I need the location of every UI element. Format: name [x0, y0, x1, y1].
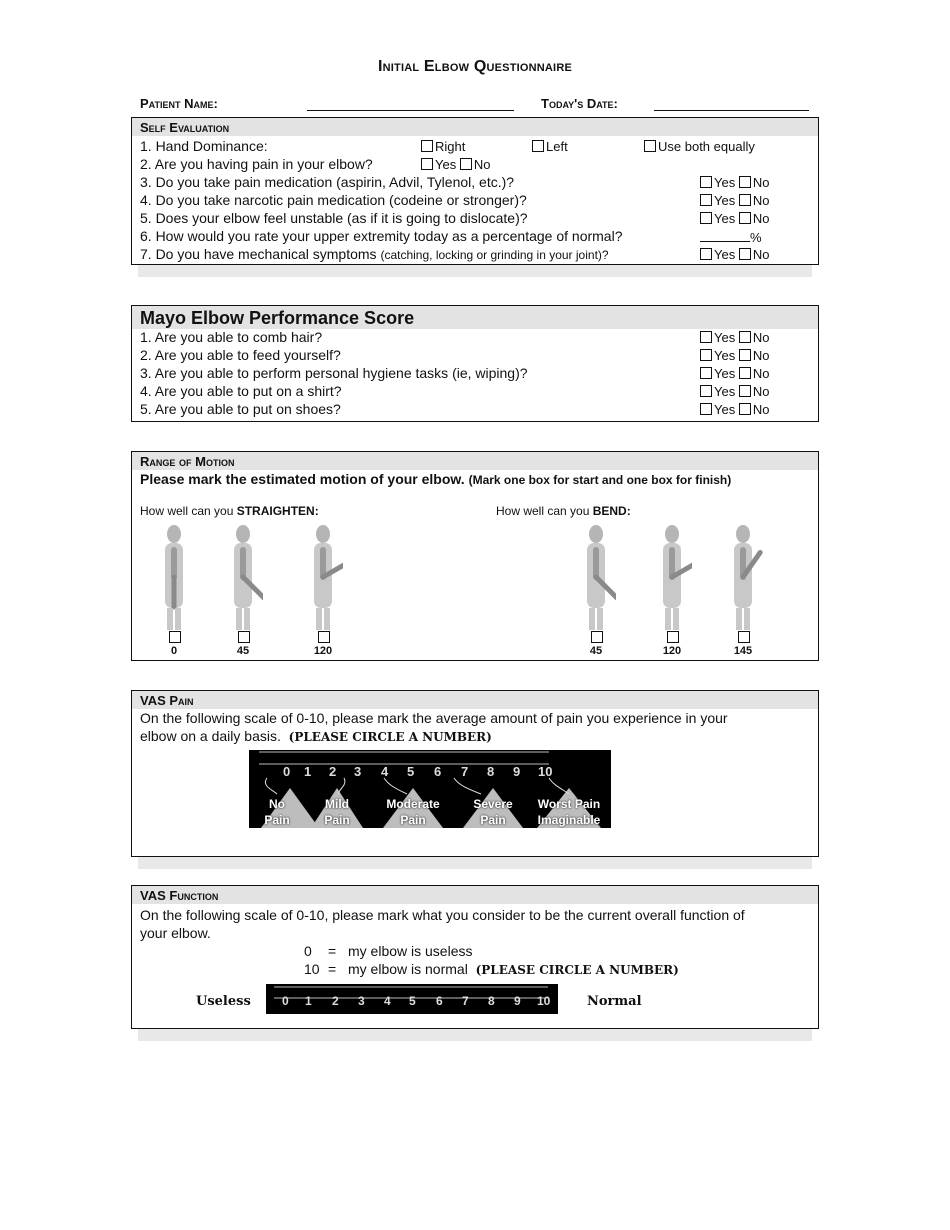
function-scale-number[interactable]: 7	[462, 994, 469, 1008]
pain-scale-number[interactable]: 3	[354, 764, 362, 779]
rom-degree-label: 0	[170, 645, 178, 657]
curve	[265, 778, 277, 794]
pain-scale-number[interactable]: 1	[304, 764, 312, 779]
patient-name-label: Patient Name:	[140, 96, 218, 111]
mayo-item-options[interactable]: Yes No	[700, 330, 769, 345]
checkbox[interactable]	[700, 403, 712, 415]
percent-blank[interactable]	[700, 229, 750, 242]
rom-instruction: Please mark the estimated motion of your elbow. (Mark one box for start and one box for finish)	[140, 471, 732, 487]
self-evaluation-section	[131, 117, 819, 265]
mayo-item-options[interactable]: Yes No	[700, 384, 769, 399]
function-scale-number[interactable]: 0	[282, 994, 289, 1008]
checkbox[interactable]	[700, 176, 712, 188]
pain-anchor-label: No Pain	[264, 797, 290, 827]
function-scale-number[interactable]: 8	[488, 994, 495, 1008]
pain-scale-number[interactable]: 9	[513, 764, 521, 779]
straighten-caption: How well can you STRAIGHTEN:	[140, 504, 319, 518]
pain-anchor-label: Moderate Pain	[386, 797, 440, 827]
useless-anchor: Useless	[196, 994, 251, 1009]
checkbox[interactable]	[739, 385, 751, 397]
function-scale-number[interactable]: 6	[436, 994, 443, 1008]
checkbox[interactable]	[700, 331, 712, 343]
section-shadow	[138, 1029, 812, 1041]
normal-anchor: Normal	[587, 994, 642, 1009]
checkbox[interactable]	[739, 349, 751, 361]
vas-pain-heading: VAS Pain	[132, 691, 818, 709]
function-scale-number[interactable]: 5	[409, 994, 416, 1008]
vas-pain-line2: elbow on a daily basis. (PLEASE CIRCLE A NUMBER)	[140, 728, 492, 744]
q5-text: 5. Does your elbow feel unstable (as if it is going to dislocate)?	[140, 210, 528, 226]
vas-pain-line1: On the following scale of 0-10, please mark the average amount of pain you experience in your	[140, 710, 728, 726]
pain-anchor-label: Mild Pain	[324, 797, 350, 827]
vas-pain-section	[131, 690, 819, 857]
function-scale-number[interactable]: 10	[537, 994, 551, 1008]
q2-options[interactable]: Yes No	[421, 157, 490, 172]
mayo-heading: Mayo Elbow Performance Score	[132, 306, 818, 329]
vas-function-heading: VAS Function	[132, 886, 818, 904]
pain-scale-number[interactable]: 10	[538, 764, 553, 779]
q3-options[interactable]: Yes No	[700, 175, 769, 190]
self-evaluation-heading: Self Evaluation	[132, 118, 818, 136]
checkbox[interactable]	[700, 349, 712, 361]
pain-anchor-label: Severe Pain	[473, 797, 513, 827]
pain-scale-number[interactable]: 0	[283, 764, 291, 779]
pain-scale-number[interactable]: 7	[461, 764, 469, 779]
mayo-item-text: 4. Are you able to put on a shirt?	[140, 383, 342, 399]
checkbox[interactable]	[739, 403, 751, 415]
q6-percent-field[interactable]: %	[700, 229, 762, 245]
section-shadow	[138, 265, 812, 277]
pain-scale-number[interactable]: 4	[381, 764, 389, 779]
bend-caption: How well can you BEND:	[496, 504, 631, 518]
rom-heading: Range of Motion	[132, 452, 818, 470]
rom-degree-label: 120	[313, 645, 333, 657]
checkbox[interactable]	[739, 212, 751, 224]
q1-both-option[interactable]: Use both equally	[644, 139, 755, 154]
checkbox[interactable]	[739, 331, 751, 343]
rom-checkbox[interactable]	[591, 631, 603, 643]
checkbox[interactable]	[739, 194, 751, 206]
vas-function-section	[131, 885, 819, 1029]
rom-checkbox[interactable]	[169, 631, 181, 643]
checkbox[interactable]	[421, 140, 433, 152]
checkbox[interactable]	[700, 212, 712, 224]
section-shadow	[138, 857, 812, 869]
vas-function-line1: On the following scale of 0-10, please mark what you consider to be the current overall function of	[140, 907, 745, 923]
checkbox[interactable]	[739, 248, 751, 260]
pain-scale-number[interactable]: 8	[487, 764, 495, 779]
arm-position-figure	[223, 522, 263, 632]
arm-position-figure	[652, 522, 692, 632]
checkbox[interactable]	[700, 194, 712, 206]
checkbox[interactable]	[700, 248, 712, 260]
pain-anchor-label: Worst Pain Imaginable	[537, 797, 601, 827]
mayo-item-options[interactable]: Yes No	[700, 348, 769, 363]
mayo-item-text: 5. Are you able to put on shoes?	[140, 401, 341, 417]
pain-scale-number[interactable]: 5	[407, 764, 415, 779]
checkbox[interactable]	[739, 367, 751, 379]
function-scale	[266, 984, 558, 1014]
q1-text: 1. Hand Dominance:	[140, 138, 268, 154]
def-ten: 10 = my elbow is normal (PLEASE CIRCLE A NUMBER)	[304, 961, 679, 977]
curve	[549, 778, 569, 794]
rom-checkbox[interactable]	[667, 631, 679, 643]
q4-options[interactable]: Yes No	[700, 193, 769, 208]
q6-text: 6. How would you rate your upper extremity today as a percentage of normal?	[140, 228, 623, 244]
mayo-item-options[interactable]: Yes No	[700, 366, 769, 381]
checkbox[interactable]	[700, 367, 712, 379]
checkbox[interactable]	[421, 158, 433, 170]
function-scale-number[interactable]: 3	[358, 994, 365, 1008]
mayo-item-text: 2. Are you able to feed yourself?	[140, 347, 341, 363]
curve	[454, 778, 481, 794]
rom-degree-label: 120	[662, 645, 682, 657]
pain-scale	[249, 750, 611, 828]
mayo-item-text: 1. Are you able to comb hair?	[140, 329, 323, 345]
q2-text: 2. Are you having pain in your elbow?	[140, 156, 373, 172]
q5-options[interactable]: Yes No	[700, 211, 769, 226]
checkbox[interactable]	[532, 140, 544, 152]
q7-options[interactable]: Yes No	[700, 247, 769, 262]
rom-checkbox[interactable]	[738, 631, 750, 643]
function-scale-number[interactable]: 9	[514, 994, 521, 1008]
mayo-section	[131, 305, 819, 422]
page-title: Initial Elbow Questionnaire	[377, 58, 572, 75]
checkbox[interactable]	[644, 140, 656, 152]
rom-degree-label: 45	[589, 645, 603, 657]
rom-checkbox[interactable]	[238, 631, 250, 643]
checkbox[interactable]	[700, 385, 712, 397]
checkbox[interactable]	[460, 158, 472, 170]
todays-date-label: Today's Date:	[541, 96, 618, 111]
pain-scale-number[interactable]: 2	[329, 764, 337, 779]
q7-line: 7. Do you have mechanical symptoms (catching, locking or grinding in your joint)?	[140, 246, 609, 262]
q1-right-option[interactable]: Right	[421, 139, 465, 154]
function-scale-number[interactable]: 2	[332, 994, 339, 1008]
function-scale-number[interactable]: 4	[384, 994, 391, 1008]
rom-degree-label: 145	[733, 645, 753, 657]
q3-text: 3. Do you take pain medication (aspirin, Advil, Tylenol, etc.)?	[140, 174, 515, 190]
curve	[339, 778, 345, 794]
checkbox[interactable]	[739, 176, 751, 188]
arm-position-figure	[154, 522, 194, 632]
vas-function-line2: your elbow.	[140, 925, 211, 941]
mayo-item-options[interactable]: Yes No	[700, 402, 769, 417]
arm-position-figure	[576, 522, 616, 632]
patient-name-field[interactable]	[307, 98, 514, 111]
q4-text: 4. Do you take narcotic pain medication (codeine or stronger)?	[140, 192, 527, 208]
mayo-item-text: 3. Are you able to perform personal hygiene tasks (ie, wiping)?	[140, 365, 528, 381]
q1-left-option[interactable]: Left	[532, 139, 568, 154]
def-zero: 0 = my elbow is useless	[304, 943, 473, 959]
pain-scale-number[interactable]: 6	[434, 764, 442, 779]
rom-degree-label: 45	[236, 645, 250, 657]
curve	[384, 778, 407, 794]
rom-section	[131, 451, 819, 661]
function-scale-number[interactable]: 1	[305, 994, 312, 1008]
rom-checkbox[interactable]	[318, 631, 330, 643]
todays-date-field[interactable]	[654, 98, 809, 111]
arm-position-figure	[723, 522, 763, 632]
arm-position-figure	[303, 522, 343, 632]
